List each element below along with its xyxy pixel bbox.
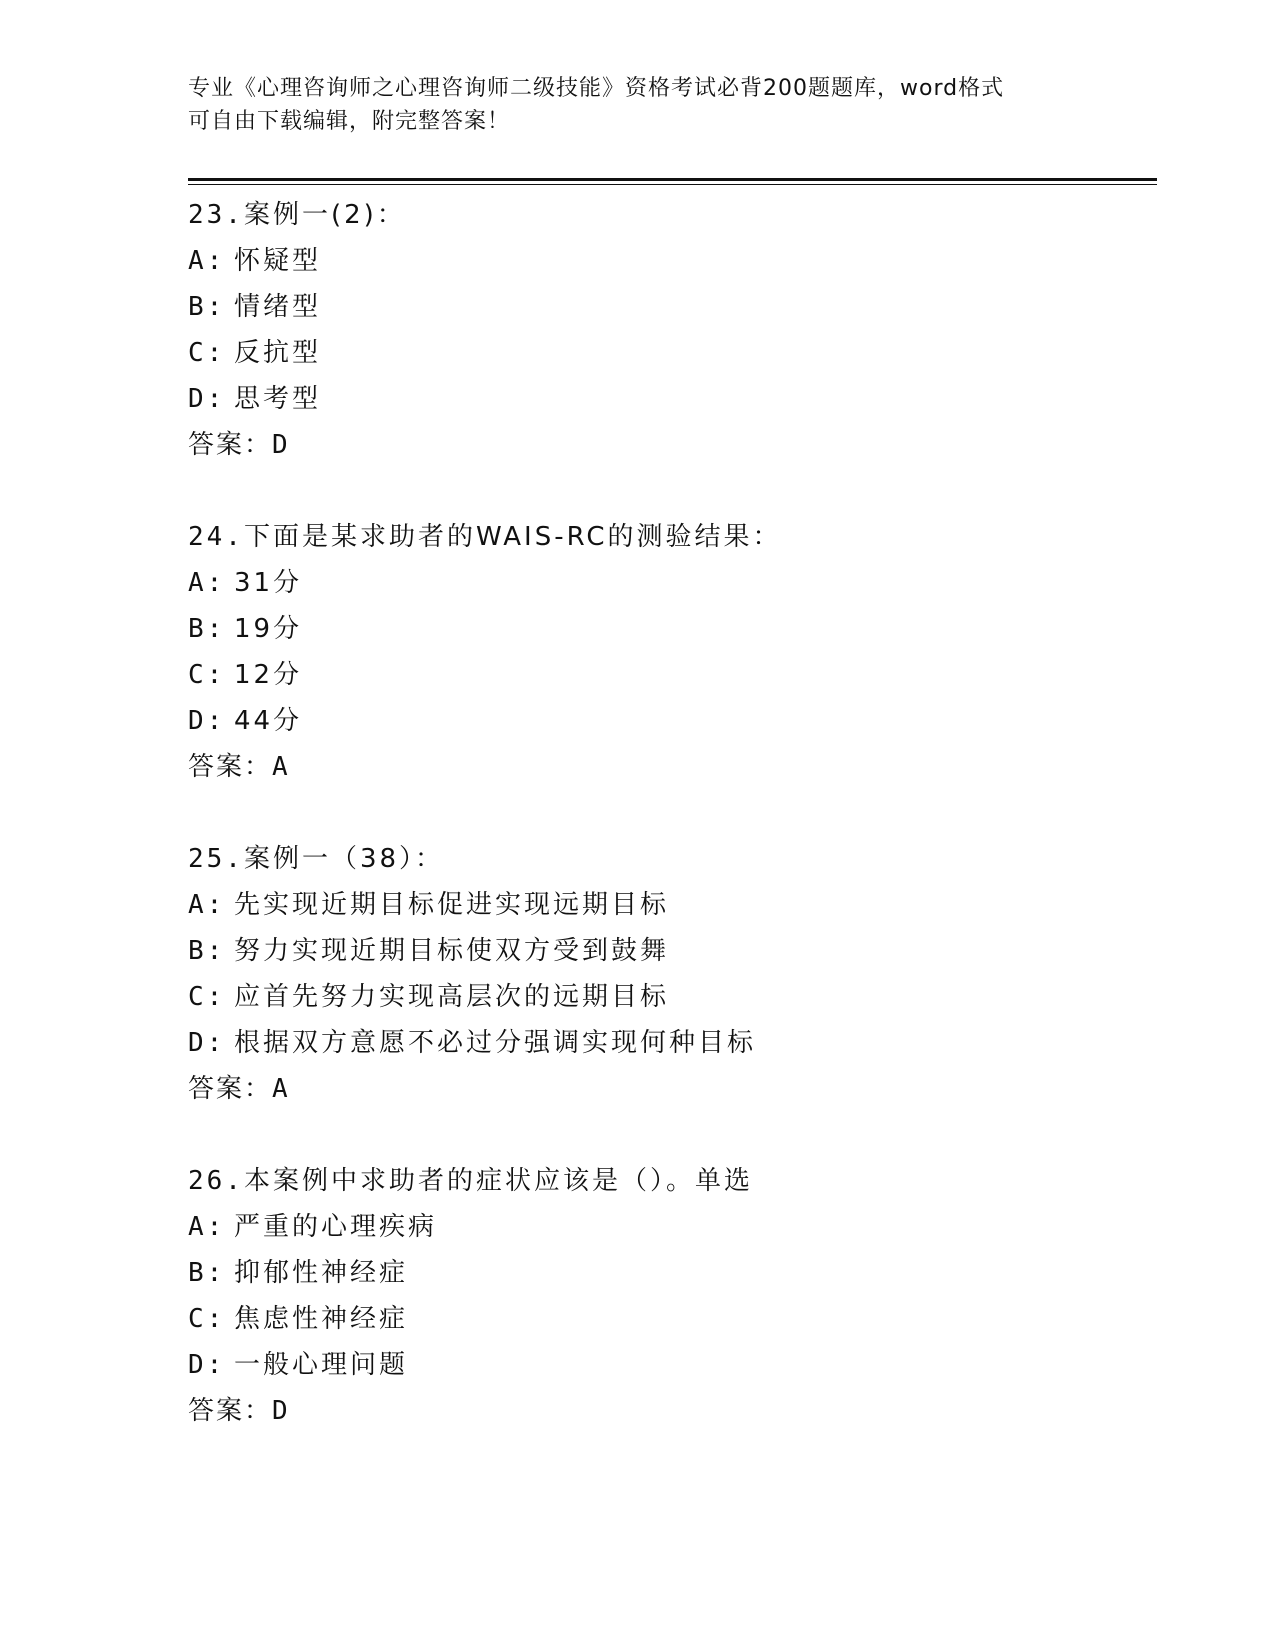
- option-key: B:: [188, 614, 226, 644]
- option-a: [188, 238, 1168, 284]
- answer-label: 答案：: [188, 1396, 273, 1426]
- question-stem: 下面是某求助者的WAIS-RC的测验结果：: [243, 522, 782, 552]
- option-text: 根据双方意愿不必过分强调实现何种目标: [234, 1028, 757, 1058]
- option-key: D:: [188, 384, 226, 414]
- question-stem-line: [188, 836, 1168, 882]
- answer-line: [188, 422, 1168, 468]
- header-divider-thin: [188, 184, 1157, 185]
- option-d: [188, 376, 1168, 422]
- option-key: A:: [188, 246, 226, 276]
- answer-label: 答案：: [188, 1074, 273, 1104]
- question-stem: 本案例中求助者的症状应该是（）。单选: [243, 1166, 753, 1196]
- option-key: D:: [188, 1350, 226, 1380]
- answer-value: A: [272, 1074, 290, 1104]
- option-text: 31分: [234, 568, 303, 598]
- option-text: 焦虑性神经症: [234, 1304, 409, 1334]
- option-b: [188, 606, 1168, 652]
- answer-line: [188, 744, 1168, 790]
- option-a: [188, 560, 1168, 606]
- option-c: [188, 330, 1168, 376]
- option-key: C:: [188, 982, 226, 1012]
- option-text: 应首先努力实现高层次的远期目标: [234, 982, 670, 1012]
- question-number: 23.: [188, 200, 244, 230]
- option-c: [188, 1296, 1168, 1342]
- option-b: [188, 928, 1168, 974]
- option-b: [188, 1250, 1168, 1296]
- option-a: [188, 882, 1168, 928]
- option-text: 思考型: [234, 384, 322, 414]
- option-text: 12分: [234, 660, 303, 690]
- option-a: [188, 1204, 1168, 1250]
- option-key: D:: [188, 706, 226, 736]
- option-text: 44分: [234, 706, 303, 736]
- option-c: [188, 652, 1168, 698]
- option-key: A:: [188, 890, 226, 920]
- question-stem-line: [188, 1158, 1168, 1204]
- question-number: 26.: [188, 1166, 244, 1196]
- answer-value: A: [272, 752, 290, 782]
- answer-label: 答案：: [188, 752, 273, 782]
- option-text: 反抗型: [234, 338, 322, 368]
- header-divider-thick: [188, 178, 1157, 181]
- answer-line: [188, 1388, 1168, 1434]
- option-text: 怀疑型: [234, 246, 322, 276]
- option-key: B:: [188, 1258, 226, 1288]
- question-number: 25.: [188, 844, 244, 874]
- question-block: [188, 514, 1168, 790]
- question-list: [188, 192, 1168, 1480]
- answer-label: 答案：: [188, 430, 273, 460]
- question-block: [188, 192, 1168, 468]
- option-key: B:: [188, 292, 226, 322]
- answer-value: D: [272, 430, 290, 460]
- question-number: 24.: [188, 522, 244, 552]
- option-key: C:: [188, 660, 226, 690]
- option-d: [188, 698, 1168, 744]
- option-key: D:: [188, 1028, 226, 1058]
- option-c: [188, 974, 1168, 1020]
- header-line-1: 专业《心理咨询师之心理咨询师二级技能》资格考试必背200题题库，word格式: [188, 76, 1005, 101]
- question-stem: 案例一（38）：: [243, 844, 445, 874]
- option-text: 情绪型: [234, 292, 322, 322]
- option-d: [188, 1020, 1168, 1066]
- question-block: [188, 1158, 1168, 1434]
- answer-line: [188, 1066, 1168, 1112]
- option-key: B:: [188, 936, 226, 966]
- option-text: 一般心理问题: [234, 1350, 409, 1380]
- option-text: 19分: [234, 614, 303, 644]
- option-b: [188, 284, 1168, 330]
- question-stem: 案例一(2)：: [243, 200, 406, 230]
- question-block: [188, 836, 1168, 1112]
- option-key: C:: [188, 338, 226, 368]
- option-text: 努力实现近期目标使双方受到鼓舞: [234, 936, 670, 966]
- question-stem-line: [188, 514, 1168, 560]
- header-line-2: 可自由下载编辑，附完整答案！: [188, 109, 511, 134]
- document-header: [188, 72, 1088, 138]
- option-key: A:: [188, 1212, 226, 1242]
- option-text: 严重的心理疾病: [234, 1212, 438, 1242]
- question-stem-line: [188, 192, 1168, 238]
- option-key: C:: [188, 1304, 226, 1334]
- option-key: A:: [188, 568, 226, 598]
- answer-value: D: [272, 1396, 290, 1426]
- option-text: 先实现近期目标促进实现远期目标: [234, 890, 670, 920]
- option-text: 抑郁性神经症: [234, 1258, 409, 1288]
- option-d: [188, 1342, 1168, 1388]
